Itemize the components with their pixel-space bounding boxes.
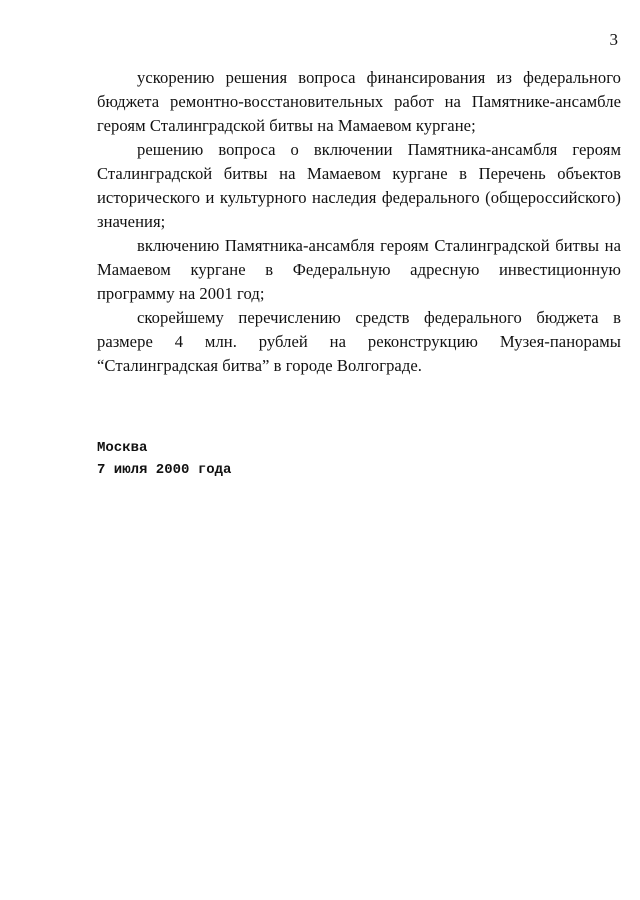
document-body <box>97 66 621 378</box>
page-number: 3 <box>609 30 618 49</box>
paragraph-museum-funding: скорейшему перечислению средств федерального бюджета в размере 4 млн. рублей на реконструкцию Музея-панорамы “Сталинградская битва” в городе Волгограде. <box>97 308 621 375</box>
signature-block <box>97 437 231 481</box>
paragraph-financing: ускорению решения вопроса финансирования из федерального бюджета ремонтно-восстановительных работ на Памятнике-ансамбле героям Сталинградской битвы на Мамаевом кургане; <box>97 68 621 135</box>
signature-date: 7 июля 2000 года <box>97 462 232 478</box>
paragraph-investment-program: включению Памятника-ансамбля героям Сталинградской битвы на Мамаевом кургане в Федеральную адресную инвестиционную программу на 2001 год; <box>97 236 621 303</box>
paragraph-heritage-list: решению вопроса о включении Памятника-ансамбля героям Сталинградской битвы на Мамаевом кургане в Перечень объектов исторического и культурного наследия федерального (общероссийского) значения; <box>97 140 621 231</box>
signature-place: Москва <box>97 440 148 456</box>
